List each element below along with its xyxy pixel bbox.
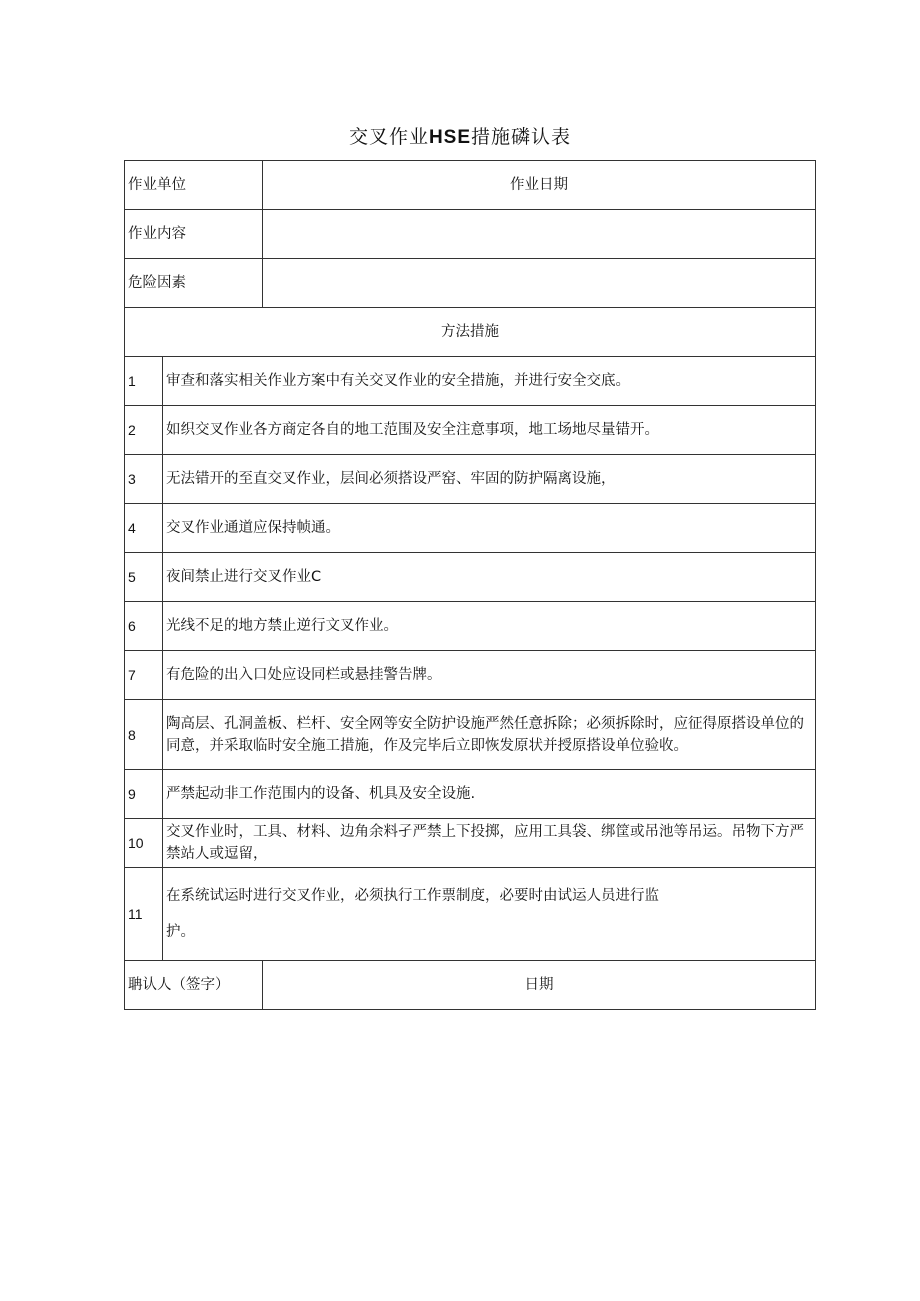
measure-row: [125, 700, 816, 770]
measure-number: 2: [125, 406, 163, 455]
confirm-date-label: 日期: [263, 961, 816, 1010]
unit-row: [125, 161, 816, 210]
measure-number: 11: [125, 868, 163, 961]
content-label: 作业内容: [125, 210, 263, 259]
unit-label: 作业单位: [125, 161, 263, 210]
measure-number: 10: [125, 819, 163, 868]
confirm-label: 聃认人（签字）: [125, 961, 263, 1010]
measure-text: 交叉作业通道应保持帧通。: [163, 504, 816, 553]
hazard-row: [125, 259, 816, 308]
confirm-row: [125, 961, 816, 1010]
measure-number: 7: [125, 651, 163, 700]
measure-row: [125, 504, 816, 553]
measure-text: 夜间禁止进行交叉作业C: [163, 553, 816, 602]
measure-row: [125, 357, 816, 406]
measure-text-line2: 护。: [166, 924, 195, 940]
title-latin: HSE: [428, 127, 472, 148]
measure-number: 3: [125, 455, 163, 504]
date-label: 作业日期: [263, 161, 816, 210]
measure-text: 有危险的出入口处应设同栏或悬挂警告牌。: [163, 651, 816, 700]
measure-number: 8: [125, 700, 163, 770]
measure-text: 陶高层、孔洞盖板、栏杆、安全网等安全防护设施严然任意拆除；必须拆除时，应征得原搭设单位的同意，并采取临时安全施工措施，作及完毕后立即恢发原状并授原搭设单位验收。: [163, 700, 816, 770]
measure-text-line1: 在系统试运时进行交叉作业，必须执行工作票制度，必要时由试运人员进行监: [166, 888, 659, 904]
measure-row: [125, 651, 816, 700]
methods-header-row: [125, 308, 816, 357]
measure-row: [125, 602, 816, 651]
methods-label: 方法措施: [125, 308, 816, 357]
content-row: [125, 210, 816, 259]
hazard-value-cell[interactable]: [263, 259, 816, 308]
hse-confirmation-table: [124, 160, 816, 1010]
measure-text: 严禁起动非工作范围内的设备、机具及安全设施.: [163, 770, 816, 819]
measure-text: 无法错开的至直交叉作业，层间必须搭设严窑、牢固的防护隔离设施，: [163, 455, 816, 504]
measure-row: [125, 819, 816, 868]
measure-row: [125, 770, 816, 819]
measure-number: 9: [125, 770, 163, 819]
measure-text: 交叉作业时，工具、材料、边角余料孑严禁上下投掷，应用工具袋、绑筐或吊池等吊运。吊物下方严禁站人或逗留，: [163, 819, 816, 868]
measure-number: 5: [125, 553, 163, 602]
measure-number: 1: [125, 357, 163, 406]
measure-text: 光线不足的地方禁止逆行文叉作业。: [163, 602, 816, 651]
content-value-cell[interactable]: [263, 210, 816, 259]
measure-number: 6: [125, 602, 163, 651]
title-suffix: 措施磷认表: [471, 126, 572, 148]
title-prefix: 交叉作业: [348, 126, 429, 148]
measure-text-cell: [163, 868, 816, 961]
measure-text: 如织交叉作业各方商定各自的地工范围及安全注意事项，地工场地尽量错开。: [163, 406, 816, 455]
measure-row: [125, 553, 816, 602]
measure-number: 4: [125, 504, 163, 553]
measure-row: [125, 868, 816, 961]
document-title: [0, 122, 920, 149]
measure-text: 审查和落实相关作业方案中有关交叉作业的安全措施，并进行安全交底。: [163, 357, 816, 406]
measure-row: [125, 455, 816, 504]
hazard-label: 危险因素: [125, 259, 263, 308]
measure-row: [125, 406, 816, 455]
